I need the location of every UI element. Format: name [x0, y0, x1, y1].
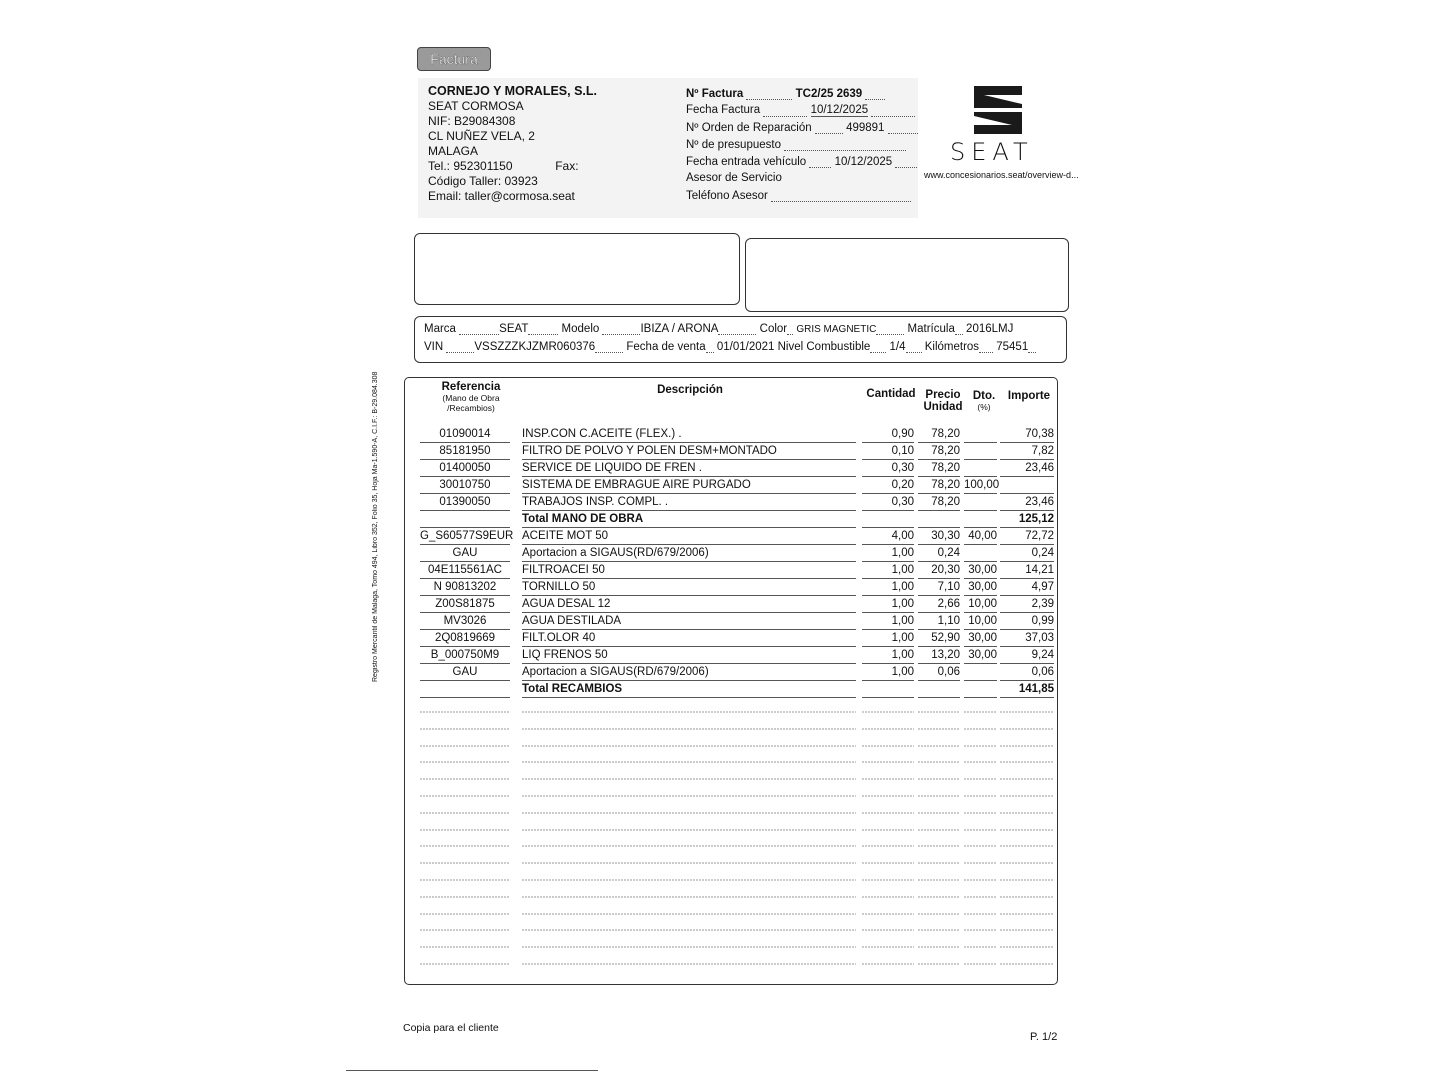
table-row-amount: 9,24 — [1000, 647, 1054, 664]
vin-label: VIN — [424, 341, 444, 353]
table-row-ref: 01400050 — [420, 460, 510, 477]
table-row-price: 2,66 — [918, 596, 960, 613]
company-workshop-code: Código Taller: 03923 — [428, 174, 538, 188]
header-discount-sub: (%) — [977, 402, 991, 412]
repair-order-number: 499891 — [846, 122, 885, 134]
table-row-amount: 7,82 — [1000, 443, 1054, 460]
vehicle-fuel-level: 1/4 — [889, 341, 906, 353]
table-row-amount: 23,46 — [1000, 494, 1054, 511]
table-row-dto: 30,00 — [964, 647, 997, 664]
table-row-amount: 0,24 — [1000, 545, 1054, 562]
header-reference: Referencia (Mano de Obra /Recambios) — [424, 381, 518, 413]
repair-order-label: Nº Orden de Reparación — [686, 122, 812, 134]
brand-label: Marca — [424, 323, 456, 335]
header-unit-price: Precio Unidad — [923, 389, 963, 413]
invoice-date: 10/12/2025 — [810, 104, 869, 116]
table-row-qty: 1,00 — [862, 545, 914, 562]
table-row-desc: TRABAJOS INSP. COMPL. . — [522, 494, 856, 511]
brand-website: www.concesionarios.seat/overview-d... — [924, 170, 1079, 180]
bottom-rule — [346, 1070, 598, 1071]
table-row-desc: FILTRO DE POLVO Y POLEN DESM+MONTADO — [522, 443, 856, 460]
company-city: MALAGA — [428, 144, 479, 158]
table-row-dto: 10,00 — [964, 596, 997, 613]
table-row-desc: ACEITE MOT 50 — [522, 528, 856, 545]
header-quantity: Cantidad — [866, 388, 916, 400]
document-type-label: Factura — [417, 47, 491, 71]
table-row-ref: GAU — [420, 664, 510, 681]
advisor-phone-label: Teléfono Asesor — [686, 190, 768, 202]
plate-label: Matrícula — [907, 323, 955, 335]
table-row-qty: 0,20 — [862, 477, 914, 494]
company-address: CL NUÑEZ VELA, 2 — [428, 129, 535, 143]
vehicle-entry-label: Fecha entrada vehículo — [686, 156, 807, 168]
table-row-ref: 2Q0819669 — [420, 630, 510, 647]
table-row-amount: 70,38 — [1000, 426, 1054, 443]
company-nif: NIF: B29084308 — [428, 114, 516, 128]
table-row-price: 78,20 — [918, 443, 960, 460]
table-row-dto: 30,00 — [964, 630, 997, 647]
table-row-amount: 2,39 — [1000, 596, 1054, 613]
km-label: Kilómetros — [924, 341, 980, 353]
service-advisor-label: Asesor de Servicio — [686, 172, 782, 184]
table-row-ref: 01390050 — [420, 494, 510, 511]
table-row-amount: 23,46 — [1000, 460, 1054, 477]
header-discount: Dto. (%) — [966, 390, 1002, 412]
table-row-price: 7,10 — [918, 579, 960, 596]
table-row-dto: 100,00 — [964, 477, 997, 494]
total-row-desc: Total MANO DE OBRA — [522, 511, 856, 528]
table-row-ref: MV3026 — [420, 613, 510, 630]
copy-note: Copia para el cliente — [403, 1022, 499, 1034]
table-row-desc: AGUA DESTILADA — [522, 613, 856, 630]
table-row-amount: 14,21 — [1000, 562, 1054, 579]
table-row-desc: Aportacion a SIGAUS(RD/679/2006) — [522, 545, 856, 562]
table-row-desc: FILT.OLOR 40 — [522, 630, 856, 647]
table-row-desc: TORNILLO 50 — [522, 579, 856, 596]
table-row-desc: Aportacion a SIGAUS(RD/679/2006) — [522, 664, 856, 681]
table-row-ref: 30010750 — [420, 477, 510, 494]
table-row-qty: 1,00 — [862, 630, 914, 647]
table-row-price: 78,20 — [918, 426, 960, 443]
fuel-label: Nivel Combustible — [777, 341, 871, 353]
vehicle-km: 75451 — [996, 341, 1029, 353]
table-row-amount: 4,97 — [1000, 579, 1054, 596]
table-row-price: 30,30 — [918, 528, 960, 545]
total-row-amount: 141,85 — [1000, 681, 1054, 698]
table-row-price: 0,06 — [918, 664, 960, 681]
table-row-dto: 40,00 — [964, 528, 997, 545]
table-row-dto: 30,00 — [964, 579, 997, 596]
table-row-qty: 4,00 — [862, 528, 914, 545]
vehicle-sale-date: 01/01/2021 — [716, 341, 775, 353]
total-row-desc: Total RECAMBIOS — [522, 681, 856, 698]
table-row-amount: 37,03 — [1000, 630, 1054, 647]
company-fax-label: Fax: — [555, 159, 579, 173]
table-row-ref: N 90813202 — [420, 579, 510, 596]
table-row-desc: SERVICE DE LIQUIDO DE FREN . — [522, 460, 856, 477]
company-name: CORNEJO Y MORALES, S.L. — [428, 84, 598, 98]
table-row-desc: AGUA DESAL 12 — [522, 596, 856, 613]
table-row-dto: 30,00 — [964, 562, 997, 579]
table-row-price: 78,20 — [918, 477, 960, 494]
table-row-qty: 1,00 — [862, 562, 914, 579]
vehicle-brand: SEAT — [499, 323, 529, 335]
table-row-ref: B_000750M9 — [420, 647, 510, 664]
header-amount: Importe — [1007, 390, 1051, 402]
table-row-qty: 1,00 — [862, 596, 914, 613]
table-row-ref: G_S60577S9EUR — [420, 528, 510, 545]
table-row-dto: 10,00 — [964, 613, 997, 630]
registry-side-note: Registro Mercantil de Malaga, Tomo 494, Libro 352, Folio 35, Hoja Ma-1.590-A, C.I.F.: B-29.084.308 — [372, 372, 379, 683]
table-row-desc: LIQ FRENOS 50 — [522, 647, 856, 664]
table-row-ref: 01090014 — [420, 426, 510, 443]
header-reference-sub: (Mano de Obra /Recambios) — [442, 393, 500, 413]
invoice-date-label: Fecha Factura — [686, 104, 761, 116]
header-description: Descripción — [657, 384, 723, 396]
vehicle-vin: VSSZZZKJZMR060376 — [474, 341, 596, 353]
table-row-ref: GAU — [420, 545, 510, 562]
table-row-price: 20,30 — [918, 562, 960, 579]
invoice-number: TC2/25 2639 — [795, 88, 863, 100]
vehicle-model: IBIZA / ARONA — [640, 323, 719, 335]
vehicle-color: GRIS MAGNETIC — [796, 324, 877, 335]
vehicle-plate: 2016LMJ — [966, 323, 1014, 335]
table-row-desc: SISTEMA DE EMBRAGUE AIRE PURGADO — [522, 477, 856, 494]
table-row-desc: FILTROACEI 50 — [522, 562, 856, 579]
table-row-amount: 0,99 — [1000, 613, 1054, 630]
table-row-price: 52,90 — [918, 630, 960, 647]
table-row-price: 1,10 — [918, 613, 960, 630]
table-row-qty: 1,00 — [862, 664, 914, 681]
invoice-number-label: Nº Factura — [686, 88, 744, 100]
budget-label: Nº de presupuesto — [686, 139, 781, 151]
total-row-amount: 125,12 — [1000, 511, 1054, 528]
brand-wordmark: SEAT — [950, 138, 1034, 166]
table-row-price: 13,20 — [918, 647, 960, 664]
model-label: Modelo — [561, 323, 600, 335]
table-row-qty: 1,00 — [862, 613, 914, 630]
table-row-qty: 0,30 — [862, 460, 914, 477]
table-row-ref: Z00S81875 — [420, 596, 510, 613]
sale-date-label: Fecha de venta — [626, 341, 706, 353]
color-label: Color — [759, 323, 788, 335]
table-row-ref: 04E115561AC — [420, 562, 510, 579]
table-row-qty: 0,90 — [862, 426, 914, 443]
table-row-amount: 0,06 — [1000, 664, 1054, 681]
company-brand-line: SEAT CORMOSA — [428, 99, 524, 113]
table-row-qty: 0,10 — [862, 443, 914, 460]
company-email: Email: taller@cormosa.seat — [428, 189, 575, 203]
table-row-price: 0,24 — [918, 545, 960, 562]
table-row-amount: 72,72 — [1000, 528, 1054, 545]
vehicle-entry-date: 10/12/2025 — [834, 156, 893, 168]
table-row-qty: 1,00 — [862, 579, 914, 596]
table-row-ref: 85181950 — [420, 443, 510, 460]
table-row-price: 78,20 — [918, 494, 960, 511]
page-number: P. 1/2 — [1030, 1031, 1058, 1043]
company-phone: Tel.: 952301150 — [428, 159, 513, 173]
table-row-desc: INSP.CON C.ACEITE (FLEX.) . — [522, 426, 856, 443]
table-row-qty: 1,00 — [862, 647, 914, 664]
table-row-price: 78,20 — [918, 460, 960, 477]
table-row-qty: 0,30 — [862, 494, 914, 511]
